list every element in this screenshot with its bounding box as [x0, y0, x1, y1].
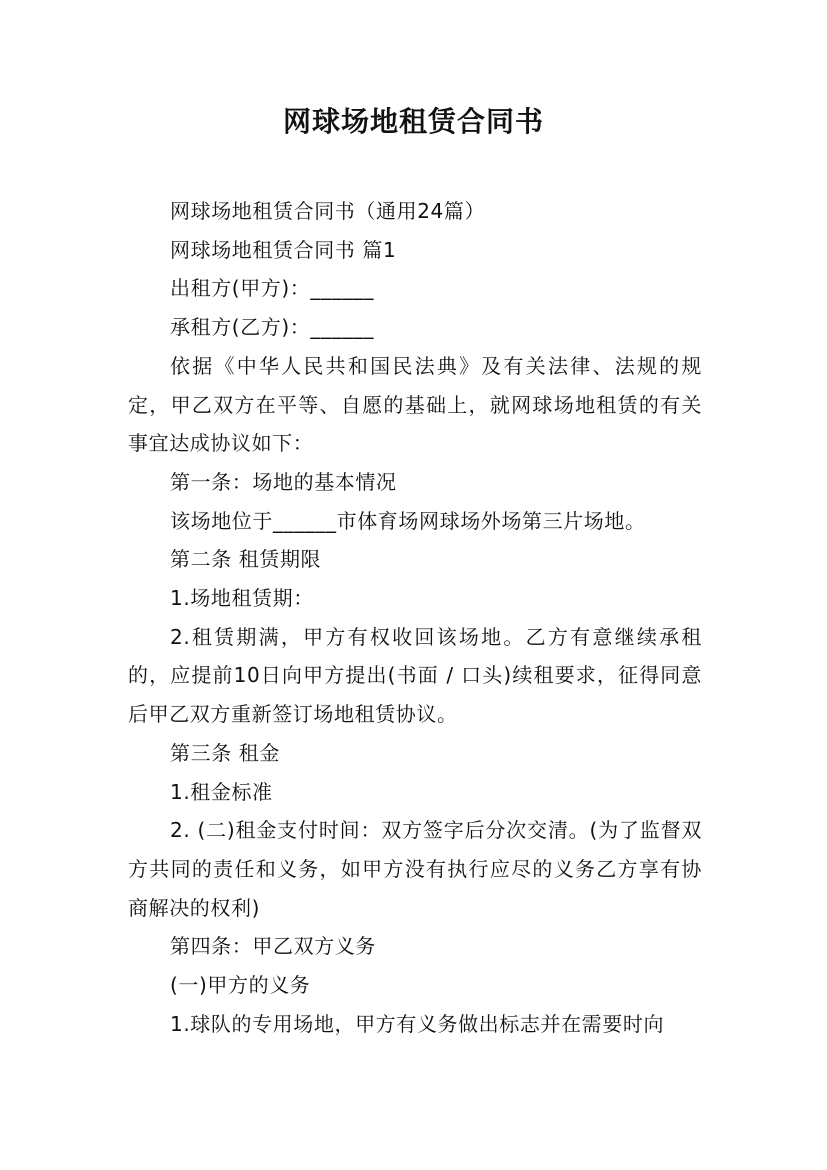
document-body — [128, 192, 702, 1043]
paragraph-lease-period: 1.场地租赁期： — [170, 586, 314, 611]
paragraph-article-4-heading: 第四条：甲乙双方义务 — [170, 934, 376, 959]
paragraph-party-a-duties-heading: (一)甲方的义务 — [170, 973, 311, 998]
paragraph-article-3-heading: 第三条 租金 — [170, 740, 280, 765]
paragraph-rent-payment: 2. (二)租金支付时间：双方签字后分次交清。(为了监督双方共同的责任和义务，如甲方没有执行应尽的义务乙方享有协商解决的权利) — [128, 818, 702, 920]
paragraph-venue-location: 该场地位于______市体育场网球场外场第三片场地。 — [170, 508, 646, 533]
paragraph-rent-standard: 1.租金标准 — [170, 779, 273, 804]
paragraph-lessee: 承租方(乙方)：______ — [170, 315, 375, 340]
paragraph-lessor: 出租方(甲方)：______ — [170, 276, 375, 301]
document-title: 网球场地租赁合同书 — [282, 105, 544, 138]
paragraph-collection-title: 网球场地租赁合同书（通用24篇） — [170, 199, 486, 223]
paragraph-party-a-duty-1: 1.球队的专用场地，甲方有义务做出标志并在需要时向 — [170, 1011, 665, 1036]
paragraph-article-2-heading: 第二条 租赁期限 — [170, 547, 322, 572]
paragraph-lease-renewal: 2.租赁期满，甲方有权收回该场地。乙方有意继续承租的，应提前10日向甲方提出(书面 / 口头)续租要求，征得同意后甲乙双方重新签订场地租赁协议。 — [128, 624, 702, 727]
paragraph-article-1-heading: 第一条：场地的基本情况 — [170, 469, 397, 494]
paragraph-section-heading: 网球场地租赁合同书 篇1 — [170, 237, 397, 262]
paragraph-preamble: 依据《中华人民共和国民法典》及有关法律、法规的规定，甲乙双方在平等、自愿的基础上，就网球场地租赁的有关事宜达成协议如下： — [128, 353, 702, 456]
